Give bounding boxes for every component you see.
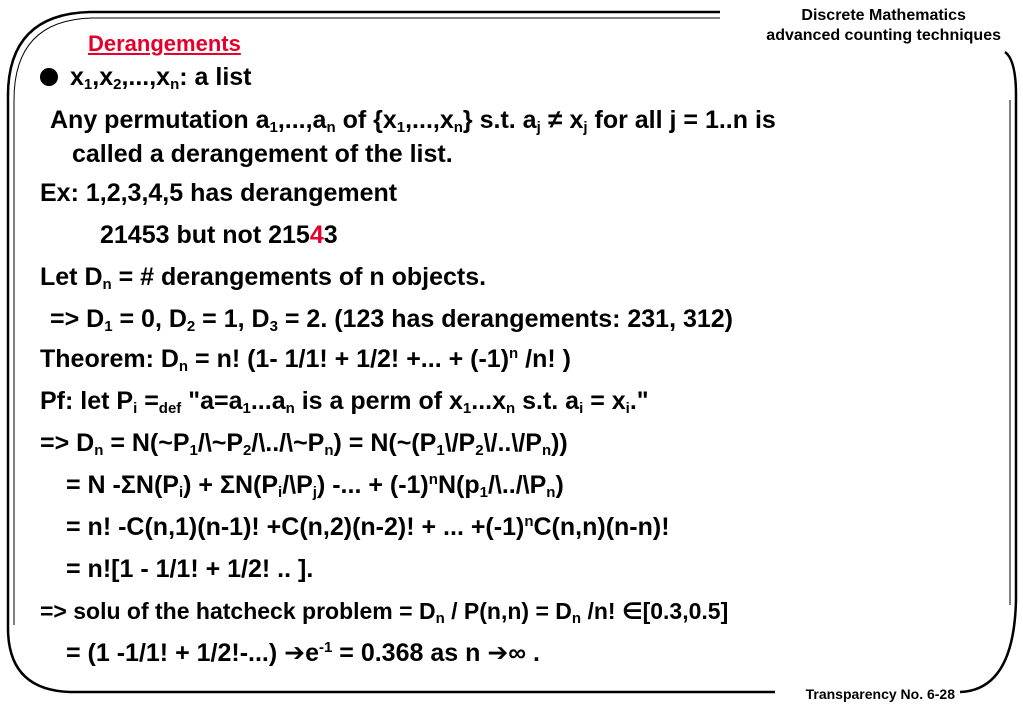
line-example-values: 21453 but not 21543 [100, 221, 338, 249]
infinity-symbol: ∞ [508, 639, 527, 667]
bullet-dot [40, 68, 58, 86]
line-dn-inclusion: => $D_n$ = $N(\sim P_1/\backslash\sim P_2/\backslash../\backslash\sim P_n)$ = $N(\sim(P_1\backslash/P_2\backslash/..\backslash/P_n))$ [40, 429, 568, 459]
line-example: Ex: 1,2,3,4,5 has derangement [40, 179, 398, 207]
line-definition: Any permutation $a_1,...,a_n$ of $\{x_1,...,x_n\}$ s.t. $a_j \ne x_j$ for all j = 1..n is [50, 104, 776, 136]
course-subtitle: advanced counting techniques [766, 27, 1001, 44]
course-title: Discrete Mathematics [801, 7, 966, 24]
highlight-digit: 4 [309, 221, 324, 249]
line-definition-cont: called a derangement of the list. [72, 140, 453, 168]
sigma-symbol: Σ [219, 471, 235, 499]
line-sum-expansion: = N $-\Sigma N(P_i)$ + $\Sigma N(P_i/\backslash P_j)$ -... + $(-1)^nN(p_1/\backslash../\backslash P_n)$ [66, 471, 564, 501]
line-let-dn: Let $D_n$ = # derangements of n objects. [40, 263, 487, 293]
arrow-right-icon: ➔ [487, 639, 509, 667]
line-hatcheck: => solu of the hatcheck problem = $D_n / P(n,n) = D_n$ /n! ∈[0.3,0.5] [40, 598, 729, 627]
line-proof-def: Pf: let $P_i =_{def}$ "$a=a_1...a_n$ is a perm of $x_1...x_n$ s.t. $a_i = x_i$." [40, 387, 649, 417]
line-series: = n![1 - 1/1! + 1/2! .. ]. [66, 555, 314, 583]
course-header [766, 6, 1001, 46]
element-of-symbol: ∈ [621, 598, 643, 624]
sigma-symbol: Σ [120, 471, 136, 499]
line-base-cases: => $D_1 = 0$, $D_2 = 1$, $D_3 = 2$. (123 has derangements: 231, 312) [50, 305, 734, 335]
line-limit: = (1 -1/1! + 1/2!-...) $➔e^{-1} = 0.368$ as n ➔∞ . [66, 639, 540, 667]
line-theorem: Theorem: $D_n = n$! (1- 1/1! + 1/2! +... + $(-1)^n$ /n! ) [40, 345, 571, 375]
arrow-right-icon: ➔ [284, 639, 306, 667]
line-list: $x_1,x_2,...,x_n$: a list [70, 63, 252, 93]
line-binomial: = n! -C(n,1)(n-1)! +C(n,2)(n-2)! + ... $+(-1)^nC(n,n)(n-n)$! [66, 513, 670, 541]
transparency-number: Transparency No. 6-28 [805, 686, 955, 702]
slide-title: Derangements [88, 31, 241, 56]
